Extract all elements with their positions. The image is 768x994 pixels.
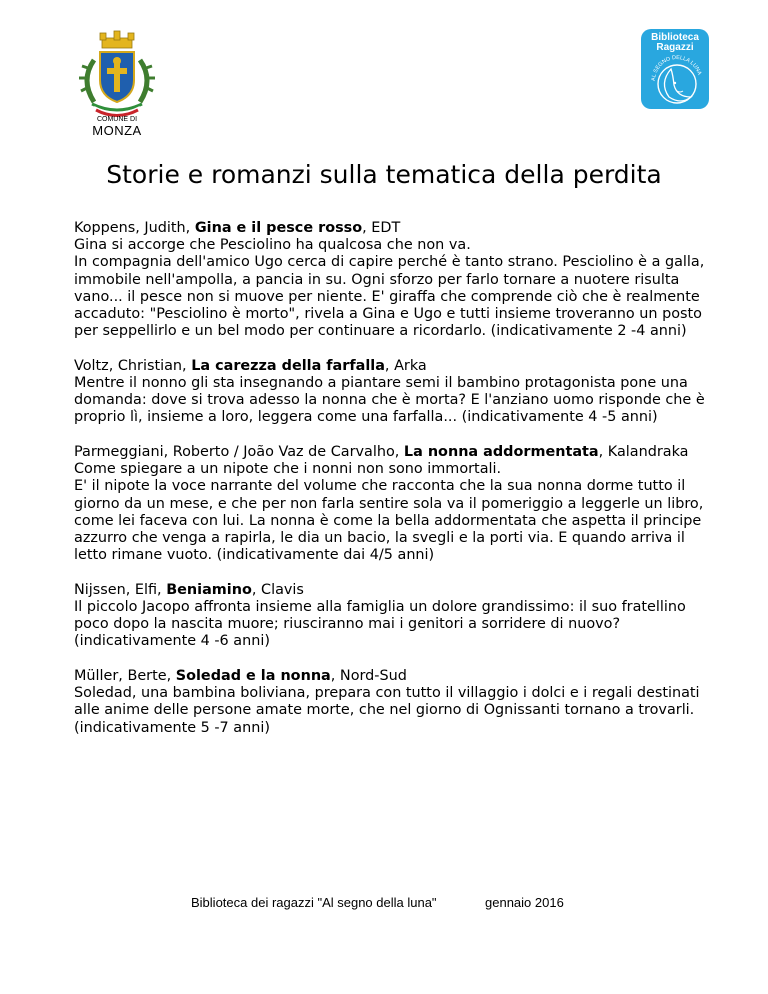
entry-author: Parmeggiani, Roberto / João Vaz de Carvalho, [74,444,404,461]
entry-heading [74,582,714,599]
entry-description: Mentre il nonno gli sta insegnando a piantare semi il bambino protagonista pone una domanda: dove si trova adesso la nonna che è morta? E l'anziano uomo risponde che è proprio lì, insieme a loro, leggera come una farfalla... (indicativamente 4 -5 anni) [74,375,705,426]
comune-di-monza-logo [72,30,162,138]
entry-publisher: , Kalandraka [598,444,689,461]
entry-title: La nonna addormentata [403,444,599,461]
biblioteca-label: Biblioteca [651,32,699,43]
entry-heading [74,358,714,375]
entry-heading [74,220,714,237]
book-entry [74,220,714,340]
book-list [74,220,714,754]
entry-heading [74,444,714,461]
entry-heading [74,668,714,685]
entry-author: Nijssen, Elfi, [74,581,167,598]
entry-publisher: , EDT [362,220,401,236]
entry-description: Soledad, una bambina boliviana, prepara con tutto il villaggio i dolci e i regali destinati alle anime delle persone amate morte, che nel giorno di Ognissanti tornano a trovarli. (indicativamente 5 -7 anni) [74,685,700,736]
monza-crest-icon [72,30,162,120]
monza-label: MONZA [92,123,142,138]
entry-publisher: , Nord-Sud [330,668,407,685]
footer-library: Biblioteca dei ragazzi "Al segno della luna" [191,895,437,910]
book-entry [74,444,714,564]
entry-title: La carezza della farfalla [191,357,385,374]
entry-title: Beniamino [166,581,252,598]
biblioteca-ragazzi-logo [641,29,709,109]
entry-author: Koppens, Judith, [74,220,195,236]
book-entry [74,582,714,651]
entry-description: Gina si accorge che Pesciolino ha qualcosa che non va. [74,237,471,254]
entry-author: Voltz, Christian, [74,357,192,374]
entry-description: E' il nipote la voce narrante del volume che racconta che la sua nonna dorme tutto il giorno da un mese, e che per non farla sentire sola va il pomeriggio a leggerle un libro, come lei faceva con lui. La nonna è come la bella addormentata che aspetta il principe azzurro che venga a rapirla, le dia un bacio, la svegli e la porti via. E quando arriva il letto rimane vuoto. (indicativamente dai 4/5 anni) [74,478,704,564]
entry-description: Come spiegare a un nipote che i nonni non sono immortali. [74,461,502,478]
footer-date: gennaio 2016 [485,895,564,910]
entry-description: Il piccolo Jacopo affronta insieme alla famiglia un dolore grandissimo: il suo fratellino poco dopo la nascita muore; riusciranno mai i genitori a sorridere di nuovo? (indicativamente 4 -6 anni) [74,599,686,650]
ragazzi-label: Ragazzi [656,42,694,53]
entry-author: Müller, Berte, [74,668,176,685]
entry-title: Gina e il pesce rosso [194,220,363,236]
page-title: Storie e romanzi sulla tematica della perdita [106,160,662,189]
book-entry [74,358,714,427]
entry-publisher: , Clavis [251,581,304,598]
entry-publisher: , Arka [384,357,427,374]
book-entry [74,668,714,737]
comune-di-label: COMUNE DI [96,116,138,123]
entry-description: In compagnia dell'amico Ugo cerca di capire perché è tanto strano. Pesciolino è a galla, immobile nell'ampolla, a pancia in su. Ogni sforzo per farlo tornare a nuotere risulta vano... il pesce non si muove per niente. E' giraffa che comprende ciò che è realmente accaduto: "Pesciolino è morto", rivela a Gina e Ugo e tutti insieme troveranno un posto per seppellirlo e un bel modo per continuare a ricordarlo. (indicativamente 2 -4 anni) [74,254,705,340]
arc-text: AL SEGNO DELLA LUNA [650,54,703,82]
entry-title: Soledad e la nonna [175,668,331,685]
moon-face-icon [641,51,709,109]
